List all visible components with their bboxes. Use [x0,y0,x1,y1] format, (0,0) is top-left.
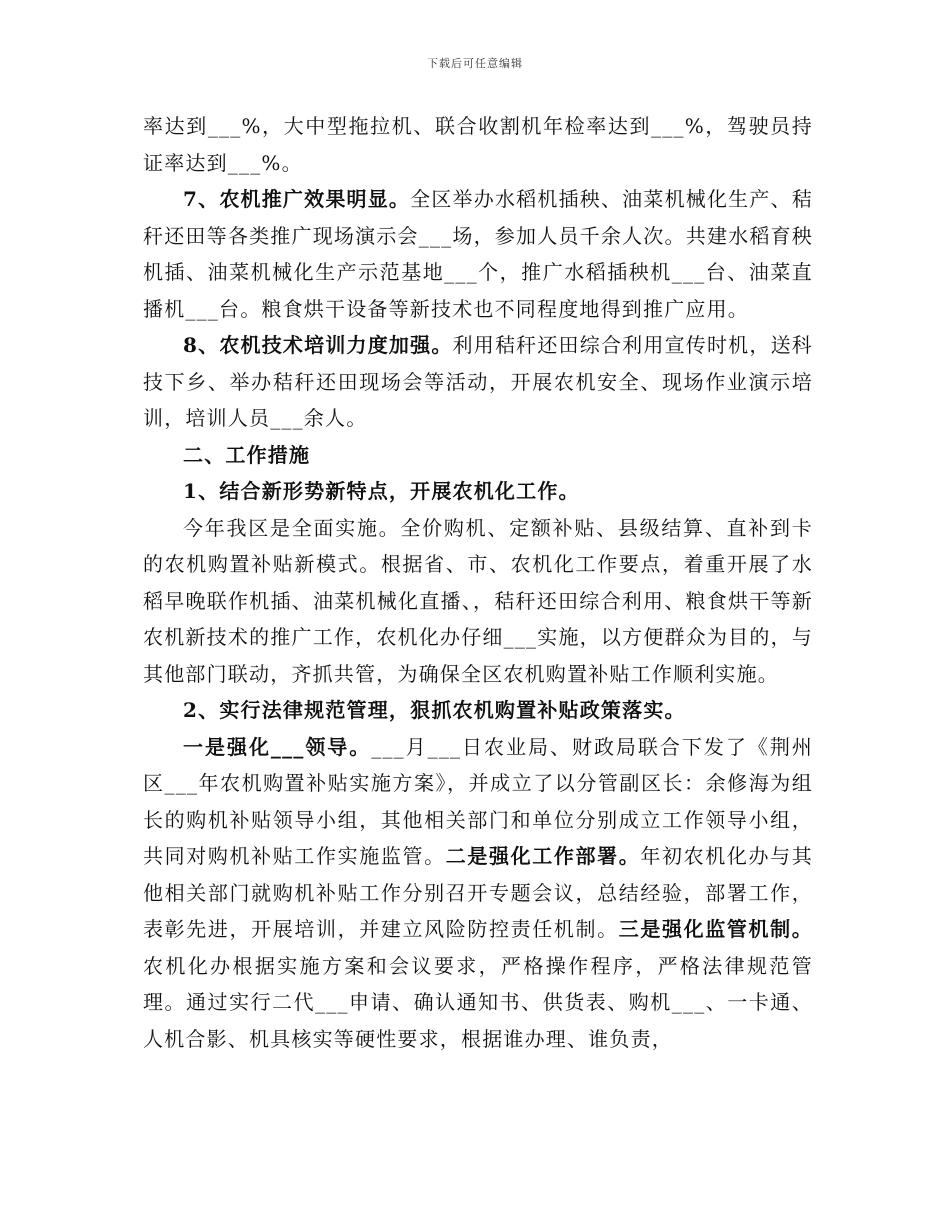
chapter-heading-2: 二、工作措施 [183,442,311,467]
paragraph-promotion-results [143,181,813,327]
page-header-note: 下载后可任意编辑 [427,57,523,70]
point-heading-2: 二是强化工作部署。 [445,844,641,868]
paragraph-strengthen-measures [143,729,813,1058]
text-segment: ___月___日农业局、财政局联合下发了《荆州区___年农机购置补贴实施方案》，并成立了以分管副区长：余修海为组长的购机补贴领导小组，其他相关部门和单位分别成立工作领导小组，共同对购机补贴工作实施监管。 [143,734,813,868]
subsection-heading-2: 2、实行法律规范管理，狠抓农机购置补贴政策落实。 [183,698,686,722]
text-segment: 年初农机化办与其他相关部门就购机补贴工作分别召开专题会议，总结经验，部署工作，表彰先进，开展培训，并建立风险防控责任机制。 [143,844,813,941]
paragraph-work-measures-heading [143,437,813,474]
text-segment: 全区举办水稻机插秧、油菜机械化生产、秸秆还田等各类推广现场演示会___场，参加人员千余人次。共建水稻育秧机插、油菜机械化生产示范基地___个，推广水稻插秧机___台、油菜直播机___台。粮食烘干设备等新技术也不同程度地得到推广应用。 [143,187,813,321]
text-segment: 农机化办根据实施方案和会议要求，严格操作程序，严格法律规范管理。通过实行二代___申请、确认通知书、供货表、购机___、一卡通、人机合影、机具核实等硬性要求，根据谁办理、谁负责， [143,953,813,1051]
paragraph-subheading-1 [143,473,813,510]
text-segment: 利用秸秆还田综合利用宣传时机，送科技下乡、举办秸秆还田现场会等活动，开展农机安全、现场作业演示培训，培训人员___余人。 [143,333,813,430]
section-heading-7: 7、农机推广效果明显。 [183,187,411,211]
paragraph-new-model [143,510,813,693]
point-heading-3: 三是强化监管机制。 [618,917,813,941]
section-heading-8: 8、农机技术培训力度加强。 [183,333,453,357]
point-heading-1: 一是强化___领导。 [183,734,372,759]
paragraph-training [143,327,813,437]
subsection-heading-1: 1、结合新形势新特点，开展农机化工作。 [183,479,580,503]
document-body [143,108,813,1057]
paragraph-checkup-rates [143,108,813,181]
text-segment: 今年我区是全面实施。全价购机、定额补贴、县级结算、直补到卡的农机购置补贴新模式。根据省、市、农机化工作要点，着重开展了水稻早晚联作机插、油菜机械化直播、，秸秆还田综合利用、粮食烘干等新农机新技术的推广工作，农机化办仔细___实施，以方便群众为目的，与其他部门联动，齐抓共管，为确保全区农机购置补贴工作顺利实施。 [143,515,813,686]
paragraph-subheading-2 [143,692,813,729]
text-segment: 率达到___%，大中型拖拉机、联合收割机年检率达到___%，驾驶员持证率达到___%。 [143,114,813,175]
